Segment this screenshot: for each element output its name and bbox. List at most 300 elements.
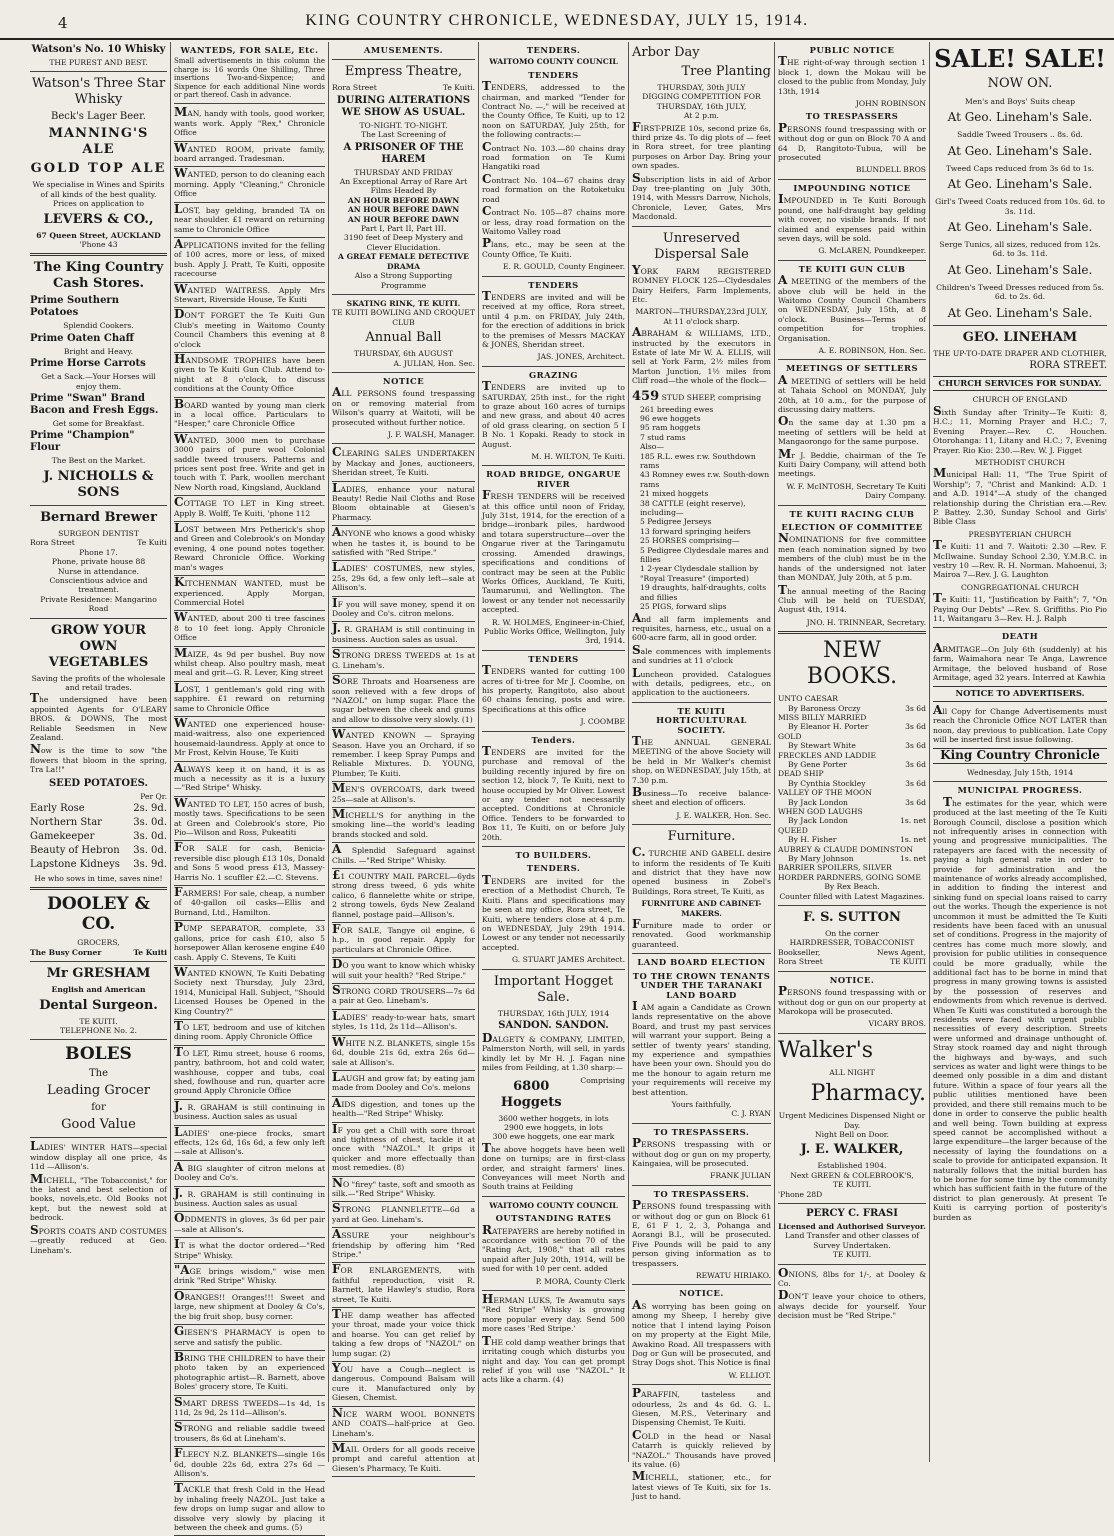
book-author: By Jack London [788,797,848,807]
small-ad: ONIONS, 8lbs for 1/-, at Dooley & Co. [778,1265,926,1288]
levers-address: 67 Queen Street, AUCKLAND [36,230,161,240]
contract-item: Contract No. 104—67 chains dray road formation on the Rotoketuku road [482,171,625,204]
night-bell: Night Bell on Door. [815,1129,889,1139]
book-author-row [778,760,926,769]
book-title: WHEN GOD LAUGHS [778,807,863,816]
dawn-parts: Part I, Part II, Part III. [360,224,447,234]
divider [332,560,475,561]
column-3 [329,42,479,1473]
divider [332,1176,475,1177]
divider [332,1009,475,1010]
divider [482,650,625,651]
thurs-fri: THURSDAY AND FRIDAY [354,167,453,177]
column-6 [775,42,930,1462]
divider [174,965,325,966]
divider [174,1019,325,1020]
divider [174,521,325,522]
divider [174,103,325,104]
waitomo-council: WAITOMO COUNTY COUNCIL [489,57,618,67]
empress-address: Rora Street Te Kuiti. [332,83,475,93]
divider [174,840,325,841]
sale-at-lineham: At Geo. Lineham's Sale. [947,177,1093,192]
divider [933,325,1107,326]
divider [174,646,325,647]
grocers: GROCERS, [77,938,120,948]
gold-top-ale: GOLD TOP ALE [30,161,167,177]
divider [174,202,325,203]
furniture-makers: FURNITURE AND CABINET-MAKERS. [641,899,762,918]
book-title: MISS BILLY MARRIED [778,712,867,722]
stores-item-2: Prime Oaten Chaff Bright and Heavy. [30,332,134,356]
presbyterian-text: Te Kuiti: 11 and 7. Waitoti: 2.30 —Rev. F. McIlwaine. Sunday School 2.30, Y.M.B.C. in vestry 10 —Rev. R. H. Norman. Mahoenui, 3; Mairoa 7—Rev. J. G. Laughton [933,538,1107,580]
subscription-text: Subscription lists in aid of Arbor Day tree-planting on July 30th, 1914, with Messrs Darrow, Nichols, Chronicle, Lever, Gates, Mrs Macdonald. [632,170,771,222]
divider [482,846,625,847]
divider [174,1324,325,1325]
divider [482,731,625,732]
divider [332,1201,475,1202]
classified-ad: £1 COUNTRY MAIL PARCEL—6yds strong dress tweed, 6 yds white calico, 6 flannelette white or stripe, 2 strong towels, 6yds New Zealand flannel, postage paid—Allison's. [332,868,475,919]
classified-ad: A BIG slaughter of citron melons at Dooley and Co's. [174,1159,325,1183]
divider [174,1237,325,1238]
classified-ad: IF you get a Chill with sore throat and tightness of chest, tackle it at once with "NAZOL." It grips it quicker and more effectually than most remedies. (8) [332,1121,475,1173]
classified-ad: LOST between Mrs Petherick's shop and Green and Colebrook's on Monday evening, 4 one pound notes together. Reward Chronicle Office. Working man's wages [174,521,325,572]
divider [174,307,325,308]
abraham-text: ABRAHAM & WILLIAMS, LTD., instructed by the executors in Estate of late Mr W. A. ELLIS, will sell at York Farm, 2½ miles from Marton Junction, 1½ miles from Cliff road—the whole of the flock— [632,325,771,386]
trespass-text: PERSONS found trespassing with or without dog or gun on Block 61 E, 61 F 1, 2, 3, Pohanga and Aorangi B.I., will be prosecuted. Five Pounds will be paid to any person giving information as to trespassers. [632,1198,771,1268]
divider [332,1035,475,1036]
lineham-tagline: THE UP-TO-DATE DRAPER AND CLOTHIER, [933,348,1107,358]
dooley-co: DOOLEY & CO. [47,894,150,935]
divider [30,253,167,256]
stock-item: 43 Romney ewes r.w. South-down rams [640,470,770,489]
classified-ad: SORE Throats and Hoarseness are soon relieved with a few drops of "NAZOL" on lump sugar. Place the sugar between the cheek and gums and allow to dissolve very slowly. (1) [332,673,475,724]
notice-heading: NOTICE. [679,1288,724,1299]
editorial-date: Wednesday, July 15th, 1914 [966,767,1074,777]
divider [482,276,625,277]
divider [482,465,625,466]
classified-ad: LOST, bay gelding, branded TA on near shoulder. £1 reward on returning same to Chronicle Office [174,201,325,234]
book-title: UNTO CAESAR [778,694,838,704]
classified-ad: WANTED ROOM, private family, board arranged. Tradesman. [174,140,325,164]
je-walker: J. E. WALKER, [800,1142,904,1158]
array-text: An Exceptional Array of Rare Art Films Headed By [339,177,468,196]
small-ad: DON'T leave your choice to others, always decide for yourself. Your decision must be "Red Stripe." [778,1288,926,1321]
tenders-subheading: TENDERS [528,279,579,290]
classified-ad: LAUGH and grow fat; by eating jam made from Dooley and Co's. melons [332,1069,475,1093]
classified-ad: WANTED KNOWN — Spraying Season. Have you an Orchard, if so remember. I keep Spray Pumps and Reliable Mixtures. D. YOUNG, Plumber, Te Kuiti. [332,727,475,778]
divider [778,359,926,360]
divider [174,885,325,886]
pharmacy: Pharmacy. [810,1081,926,1107]
mr-gresham: Mr GRESHAM [46,966,151,982]
book-author: By Stewart White [788,741,856,751]
sale-item: Serge Tunics, all sizes, reduced from 12s. 6d. to 3s. 11d. [939,240,1101,259]
book-title: GOLD [778,731,802,741]
classified-ad: THE damp weather has affected your throat, made your voice thick and hoarse. You can get relief by taking a few drops of "NAZOL" on lump sugar. (2) [332,1307,475,1358]
nurse-text: Nurse in attendance. [57,566,140,576]
classified-ad: MEN'S OVERCOATS, dark tweed 25s—sale at Allison's. [332,781,475,804]
divider [482,366,625,367]
ryan-signature: C. J. RYAN [731,1109,771,1119]
sale-item: Men's and Boys' Suits cheap [964,97,1075,106]
lineham-address: RORA STREET. [1029,360,1107,372]
potato-row: Early Rose 2s. 9d. [30,803,167,814]
divider [632,1284,771,1285]
classified-ad: NICE WARM WOOL BONNETS AND COATS—half-price at Geo. Lineham's. [332,1405,475,1438]
classified-ad: DO you want to know which whisky will suit your health? "Red Stripe." [332,957,475,980]
sale-start: Sale commences with implements and sundries at 11 o'clock [632,642,771,666]
racing-club-heading: TE KUITI RACING CLUB [789,508,915,519]
stock-item: Also— [640,442,664,452]
classified-ad: LOST, 1 gentleman's gold ring with sapphire. £1 reward on returning same to Chronicle Office [174,680,325,713]
divider [332,294,475,295]
classified-ad: BRING THE CHILDREN to have their photo taken by an experienced photographic artist—R. Barnett, above Boles' grocery store, Te Kuiti. [174,1349,325,1392]
trinnear-signature: JNO. H. TRINNEAR, Secretary. [806,617,926,627]
divider [332,372,475,373]
potato-row: Lapstone Kidneys 3s. 9d. [30,859,167,870]
classified-ad: WANTED, about 200 ti tree fascines 8 to 10 feet long. Apply Chronicle Office [174,610,325,643]
business-text: Business—To receive balance-sheet and election of officers. [632,785,771,808]
mora-signature: P. MORA, County Clerk [535,1276,625,1286]
trespass-text: PERSONS trespassing with or without dog or gun on my property, Kaingaiea, will be prosecuted. [632,1136,771,1168]
saving-text: Saving the profits of the wholesale and retail trades. [31,673,166,692]
stock-item: 25 PIGS, forward slips [640,602,727,612]
small-ad: SPORTS COATS AND COSTUMES —greatly reduced at Geo. Lineham's. [30,1222,167,1255]
book-author-row [778,741,926,750]
trespassers-heading: TO TRESPASSERS. [653,1188,750,1199]
walsh-signature: J. F. WALSH, Manager. [387,429,475,439]
blundell-text: PERSONS found trespassing with or without dog or gun on Block 70 A and 64 D, Rangitoto-Tubua, will be prosecuted [778,120,926,163]
divider [632,1123,771,1124]
crown-tenants: TO THE CROWN TENANTS UNDER THE TARANAKI LAND BOARD [632,970,771,1000]
hogget-lot: 2900 ewe hoggets, in lots [504,1122,603,1132]
divider [332,1096,475,1097]
stock-item: 5 Pedigree Clydesdale mares and fillies [640,545,769,565]
geo-lineham: GEO. LINEHAM [962,329,1078,345]
marton-time: At 11 o'clock sharp. [663,316,740,326]
stock-item: 7 stud rams [640,432,686,442]
book-price: 1s. net [900,816,926,826]
arbor-day: Arbor Day [632,45,700,60]
divider [30,71,167,72]
book-author-row [778,816,926,825]
classified-ad: IF you will save money, spend it on Dooley and Co's. citron melons. [332,595,475,619]
divider [332,525,475,526]
divider [30,887,167,890]
busy-corner: The Busy Corner Te Kuiti [30,947,167,957]
mcintosh-signature: W. F. McINTOSH, Secretary Te Kuiti Dairy Company. [786,481,926,501]
tenders-subheading: TENDERS. [526,863,581,874]
divider [482,1290,625,1291]
classified-ad: STRONG and reliable saddle tweed trousers, 8s 6d at Lineham's. [174,1420,325,1443]
furniture-text: Furniture made to order or renovated. Good workmanship guaranteed. [632,917,771,949]
hoggets-line: 6800 Hoggets Comprising [500,1075,625,1110]
stock-item: 38 CATTLE (eight reserve), including— [640,498,746,518]
classified-ad: IT is what the doctor ordered—"Red Stripe" Whisky. [174,1237,325,1260]
divider [174,1186,325,1187]
tenders-subheading: TENDERS [528,653,579,664]
mystery-text: 3190 feet of Deep Mystery and Clever Elucidation. [343,233,464,252]
classified-ad: LADIES, enhance your natural Beauty! Redie Nail Cloths and Rose Bloom obtainable at Giesen's Pharmacy. [332,480,475,522]
stores-item-5: Prime "Champion" Flour The Best on the Market. [30,430,146,466]
dawn-title: AN HOUR BEFORE DAWN [347,214,460,224]
dispersal-sale: Unreserved Dispersal Sale [654,230,749,262]
book-title: VALLEY OF THE MOON [778,788,872,798]
prize-text: FIRST-PRIZE 10s, second prize 6s, third prize 4s. To dig plots of — feet in Rora street, for tree planting purposes on Arbor Day. Bring your own spades. [632,119,771,171]
divider [332,727,475,728]
death-heading: DEATH [1001,631,1039,642]
classified-ad: LADIES' one-piece frocks, smart effects, 12s 6d, 16s 6d, a few only left—sale at Allison's. [174,1124,325,1157]
potato-row: Northern Star 3s. 0d. [30,817,167,828]
column-2 [171,42,329,1532]
classified-ad: J. R. GRAHAM is still continuing in business. Auction sales as usual [174,1185,325,1209]
divider [174,237,325,238]
classified-ad: FOR SALE, Tangye oil engine, 6 h.p., in good repair. Apply for particulars at Chronicle Office. [332,922,475,954]
divider [174,1099,325,1100]
book-author: By Cynthia Stockley [788,778,866,788]
wilton-signature: M. H. WILTON, Te Kuiti. [531,452,625,462]
hairdresser: HAIRDRESSER, TOBACCONIST [789,938,915,948]
english-american: English and American [51,985,146,995]
urgent-medicines: Urgent Medicines Dispensed Night or Day. [778,1111,926,1130]
dalgety-text: DALGETY & COMPANY, LIMITED, Palmerston North, will sell, in yards kindly let by Mr H. J. Fagan nine miles from Feilding, at 1.30 sharp:— [482,1030,625,1073]
tender-text: TENDERS are invited for the purchase and removal of the building recently injured by fire on section 12, block 7, Te Kuiti, next to house occupied by Mr Oliver. Lowest or any tender not necessarily accepted. Conditions at Chronicle Office. Tenders to be forwarded to Box 11, Te Kuiti, on or before July 20th. [482,744,625,842]
classified-ad: STRONG CORD TROUSERS—7s 6d a pair at Geo. Lineham's. [332,983,475,1006]
chronicle-nameplate: King Country Chronicle [933,748,1107,763]
brewer-phone-private: Phone, private house 88 [51,557,146,567]
church-england-text: Sixth Sunday after Trinity—Te Kuiti: 8, H.C.; 11, Morning Prayer and H.C.; 7, Evening Prayer.—Rev. C. Houchen. Otorohanga: 11, Litany and H.C.; 7, Evening Prayer. Rio Kio: 230.—Rev. W. J. Figget [933,403,1107,455]
fs-sutton: F. S. SUTTON [803,910,901,926]
divider [332,673,475,674]
church-services-heading: CHURCH SERVICES FOR SUNDAY. [933,376,1107,391]
book-price: 1s. net [900,854,926,864]
walkers: Walker's [778,1037,874,1063]
gun-club-text: A MEETING of the members of the above club will be held in the Waitomo County Council Chambers on WEDNESDAY, July 15th, at 8 o'clock. Business—Terms of competition for trophies. Organisation. [778,273,926,343]
robinson-signature: JOHN ROBINSON [855,99,926,109]
stores-item-3: Prime Horse Carrots Get a Sack.—Your Horses will enjoy them. [30,358,156,391]
percy-frasi: PERCY C. FRASI [806,1207,898,1219]
hogget-lot: 3600 wether hoggets, in lots [498,1113,609,1123]
divider [332,1262,475,1263]
divider [778,1264,926,1265]
gresham-location: TE KUITI. [79,1016,118,1026]
classified-ad: DON'T FORGET the Te Kuiti Gun Club's meeting in Waitomo County Council Chambers this evening at 8 o'clock [174,307,325,349]
stock-item: 1 2-year Clydesdale stallion by "Royal Treasure" (imported) [640,564,759,583]
classified-ad: WANTED one experienced house-maid-waitress, also one experienced housemaid-laundress. Apply at once to Mr Frost, Kelvin House, Te Kuiti [174,715,325,758]
divider [174,141,325,142]
divider [332,957,475,958]
hogget-lot: 300 ewe hoggets, one ear mark [492,1132,615,1142]
classified-ad: J. R. GRAHAM is still continuing in business. Auction sales as usual. [332,621,475,644]
classified-ad: WANTED, 3000 men to purchase 3000 pairs of pure wool Colonial saddle tweed trousers. Patterns and prices sent post free. Write and get in touch with T. Park, woollen merchant New North road, Kingsland, Auckland [174,431,325,492]
york-farm: YORK FARM REGISTERED ROMNEY FLOCK 125—Clydesdales Dairy Heifers, Farm Implements, Etc. [632,262,771,304]
impounding-heading: IMPOUNDING NOTICE [793,182,911,193]
sale-item: Girl's Tweed Coats reduced from 10s. 6d. to 3s. 11d. [935,197,1105,216]
book-title: FRECKLES AND LADDIE [778,750,877,760]
bernard-brewer: Bernard Brewer [40,509,157,525]
frasi-location: TE KUITI. [832,1250,872,1260]
tonight: TO-NIGHT. TO-NIGHT. [359,120,448,130]
watson-heading: Watson's No. 10 Whisky [31,44,166,55]
classified-ad: FOR ENLARGEMENTS, with faithful reproduction, visit R. Barnett, late Hawley's studio, Rora street, Te Kuiti. [332,1262,475,1304]
stock-item: 25 HORSES comprising— [640,536,740,546]
divider [174,1045,325,1046]
book-author: By Mary Johnson [788,854,854,864]
sale-item: Saddle Tweed Trousers .. 8s. 6d. [957,130,1083,140]
vicary-signature: VICARY BROS. [868,1019,926,1029]
divider [332,1361,475,1362]
sutton-address: Rora Street TE KUITI [778,957,926,967]
divider [332,443,475,444]
classified-ad: WANTED KNOWN, Te Kuiti Debating Society next Thursday, July 23rd, 1914, Municipal Hall. Subject, "Should Licensed Houses be Opened in the King Country?" [174,964,325,1016]
gould-signature: E. R. GOULD, County Engineer. [502,262,625,272]
book-price: 3s 6d [905,722,926,732]
classified-ad: LADIES' COSTUMES, new styles, 25s, 29s 6d, a few only left—sale at Allison's. [332,560,475,593]
amusements-heading: AMUSEMENTS. [363,45,444,55]
stock-item: 5 Pedigree Jerseys [640,517,712,527]
trespassers-heading: TO TRESPASSERS [805,111,899,122]
divider [332,647,475,648]
divider [174,397,325,398]
wanteds-terms: Small advertisements in this column the charge is: 16 words One Shilling, Three insertions Two-and-Sixpence; and Sixpence for each additional Nine words or part thereof. Cash in advance. [174,57,325,100]
column-5 [629,42,775,1502]
quarry-notice: ALL PERSONS found trespassing on or removing material from Wilson's quarry at Waitoti, will be prosecuted without further notice. [332,385,475,427]
classified-ad: GIESEN'S PHARMACY is open to serve and satisfy the public. [174,1324,325,1347]
tender-text: TENDERS are invited for the erection of a Methodist Church, Te Kuiti. Plans and specifications may be seen at my office, Rora street, Te Kuiti, where tenders close at 4 p.m. on WEDNESDAY, July 29th 1914. Lowest or any tender not necessarily accepted. [482,872,625,952]
turchie-text: C. TURCHIE AND GABELL desire to inform the residents of Te Kuiti and district that they have now opened business in Zobel's Buildings, Rora street, Te Kuiti, as [632,845,771,896]
book-author: By Jack London [788,816,848,826]
book-author: By Baroness Orczy [788,703,861,713]
stock-item: 13 forward springing heifers [640,526,751,536]
boles-for: for [91,1102,106,1114]
classified-ad: LADIES' ready-to-wear hats, smart styles, 1s 11d, 2s 11d—Allison's. [332,1008,475,1032]
annual-meeting-text: The annual meeting of the Racing Club will be held on TUESDAY, August 4th, 1914. [778,582,926,615]
sow-text: Now is the time to sow "the flowers that bloom in the spring, Tra La!!" [30,742,167,775]
digging-competition: DIGGING COMPETITION FOR THURSDAY, 16th JULY, [642,92,761,111]
divider [174,1211,325,1212]
divider [933,781,1107,782]
marton-date: MARTON—THURSDAY,23rd JULY, [635,307,768,317]
classified-ad: FARMERS! For sale, cheap, a number of 40-gallon oil casks—Ellis and Burnand, Ltd., Hamilton. [174,885,325,917]
methodist-text: Municipal Hall: 11, "The True Spirit of Worship"; 7, "Christ and Mankind: A.D. 1 and A.D. 1914"—A study of the changed relationship during the Christian era.—Rev. P. Battey. 2.30, Sunday School and Girls' Bible Class [933,466,1107,527]
divider [332,481,475,482]
classified-ad: PUMP SEPARATOR, complete, 33 gallons, price for cash £10, also 5 horsepower Allan kerosene engine £40 cash. Apply C. Stevens, Te Kuiti [174,920,325,962]
divider [778,1033,926,1034]
boles-the: The [88,1068,109,1080]
book-title: DEAD SHIP [778,769,824,779]
divider [332,1406,475,1407]
walker-location: TE KUITI. [832,1180,872,1190]
sows-motto: He who sows in time, saves nine! [34,874,163,883]
notice-advertisers-text: All Copy for Change Advertisements must reach the Chronicle Office NOT LATER than noon, day previous to publication. Late Copy will be inserted first issue following. [933,702,1107,745]
tenders-subheading: TENDERS [528,69,579,80]
good-value: Good Value [61,1117,136,1133]
notice-heading: NOTICE [382,375,425,386]
empress-theatre: Empress Theatre, [344,64,463,80]
elliot-signature: W. ELLIOT. [728,1370,771,1380]
public-notice-heading: PUBLIC NOTICE [809,45,895,55]
divider [174,1125,325,1126]
classified-ad: TO LET, Rimu street, house 6 rooms, pantry, bathroom, hot and cold water, washhouse, copper and tubs, coal shed, fowlhouse and run, quarter acre ground Apply Chronicle Office [174,1044,325,1096]
classified-ad: ANYONE who knows a good whisky when he tastes it, is bound to be satisfied with "Red Stripe." [332,525,475,558]
sale-lines [933,97,1107,321]
stores-item-4: Prime "Swan" Brand Bacon and Fresh Eggs. Get some for Breakfast. [30,393,159,429]
trespassers-heading: TO TRESPASSERS. [653,1126,750,1137]
conscientious-text: Conscientious advice and treatment. [49,575,148,595]
detective-drama: A GREAT FEMALE DETECTIVE DRAMA [338,252,469,271]
stock-item: 21 mixed hoggets [640,489,709,499]
book-price: 3s 6d [905,741,926,751]
classified-ad: FLEECY N.Z. BLANKETS—single 16s 6d, double 22s 6d, extra 27s 6d —Allison's. [174,1446,325,1478]
tender-text: TENDERS wanted for cutting 100 acres of ti-tree for Mr J. Coombe, on his property, Rangitoto, also about 60 chains fencing, posts and wire. Specifications at this office [482,663,625,714]
divider [332,621,475,622]
dawn-title: AN HOUR BEFORE DAWN [347,195,460,205]
jones-signature: JAS. JONES, Architect. [537,352,625,362]
book-price: 3s 6d [905,703,926,713]
specialise-text: We specialise in Wines and Spirits of all kinds of the best quality. [32,180,165,199]
classified-ad: KITCHENMAN WANTED, must be experienced. Apply Morgan, Commercial Hotel [174,575,325,607]
divider [332,1307,475,1308]
column-7 [930,42,1110,1462]
book-author-row [778,854,926,863]
levers-phone: 'Phone 43 [79,240,118,250]
classified-ad: ODDMENTS in gloves, 3s 6d per pair—sale at Allison's. [174,1211,325,1234]
book-author-row [778,798,926,807]
stock-item: 96 ewe hoggets [640,413,701,423]
divider [482,969,625,970]
tree-planting: Tree Planting [681,64,771,79]
magazines-text: Counter filled with Latest Magazines. [779,891,925,901]
potato-row: Gamekeeper 3s. 0d. [30,831,167,842]
divider [632,1384,771,1385]
divider [174,1420,325,1421]
brewer-address: Rora Street Te Kuiti [30,538,167,548]
brewer-phone: Phone 17. [79,547,118,557]
book-price: 1s. net [900,835,926,845]
james-signature: G. STUART JAMES Architect. [511,955,625,965]
horticultural-heading: TE KUITI HORTICULTURAL SOCIETY. [656,705,747,735]
tenders-subheading: Tenders. [531,734,576,745]
hogget-text: The above hoggets have been well done on turnips; are in first-class order, and straight farmers' lines. Conveyances will meet North and South trains at Feilding [482,1140,625,1192]
nicholls-sons: J. NICHOLLS & SONS [43,468,154,500]
per-qr: Per Qr. [140,791,167,801]
walker-phone: 'Phone 28D [778,1189,823,1199]
book-author-row [778,835,926,844]
all-night: ALL NIGHT [829,1067,875,1077]
small-ad: LADIES' WINTER HATS—special window display all one price, 4s 11d —Allison's. [30,1139,167,1172]
stock-item: 261 breeding ewes [640,404,714,414]
editorial-text: The estimates for the year, which were produced at the last meeting of the Te Kuiti Borough Council, disclose a position which not infrequently arises in connection with young and progressive municipalities. The ratepayers are faced with the necessity of paying a high general rate in order to provide for administration and the maintenance of works already accomplished, in addition to finding the interest and sinking fund on special loans raised to carry out the works. Though the experience is not uncommon it must be admitted the Te Kuiti residents have been faced with an unusual set of conditions. Progress in the majority of centres has come much more slowly, and provision for public utilities in consequence could be more gradually, while the additional fact has to be borne in mind that progress in many growing towns is assisted by the possession of reserves and endowments from which revenue is derived. When Te Kuiti was constituted a borough the residents were faced with urgent public necessities of every description. Streets were unformed and drainage unthought of. Stray stock roamed day and night through the highways and by-ways, and such services as water and light were things to be deemed only possible in a dim and distant future. Within a space of four years all the public utilities mentioned have been provided, and there still remains much to be done in order to conserve the public health and well being. Town building at express speed cannot be accomplished without a large expenditure—the larger because of the necessity of laying the foundations on a scale to provide for anticipated expansion. It naturally follows that the initial burden has to be borne for some time by the community which has sufficient faith in the future of the district to plan generously. At present Te Kuiti is carrying portion of posterity's burden as [933,794,1107,1222]
divider [174,1481,325,1482]
waitomo-council: WAITOMO COUNTY COUNCIL [489,1200,618,1210]
next-to: Next GREEN & COLEBROOK'S, [790,1170,914,1180]
divider [174,1446,325,1447]
luncheon-text: Luncheon provided. Catalogues with details, pedigrees, etc., on application to the auctioneers. [632,665,771,698]
divider [30,505,167,506]
classified-ad: MICHELL'S for anything in the smoking line—the world's leading brands stocked and sold. [332,806,475,839]
classified-ad: COTTAGE TO LET in King street. Apply B. Wolff, Te Kuiti, 'phone 112 [174,495,325,518]
book-author-row [778,722,926,731]
ryan-text: I AM again a Candidate as Crown lands representative on the above Board, and trust my past services will warrant your support. Being a settler of twenty years' standing, my experience and sympathies have been your own. Should you do me the honour to again return me your requirements will receive my best attention. [632,998,771,1097]
small-ad: MICHELL, stationer, etc., for latest views of Te Kuiti, six for 1s. Just to hand. [632,1469,771,1502]
digging-time: At 2 p.m. [684,111,719,121]
grazing-heading: GRAZING [529,369,578,380]
divider [174,352,325,353]
sale-at-lineham: At Geo. Lineham's Sale. [947,262,1093,277]
settlers-heading: MEETINGS OF SETTLERS [786,363,918,374]
levers-co: LEVERS & CO., [43,211,154,227]
classified-ads-list [174,105,325,1536]
